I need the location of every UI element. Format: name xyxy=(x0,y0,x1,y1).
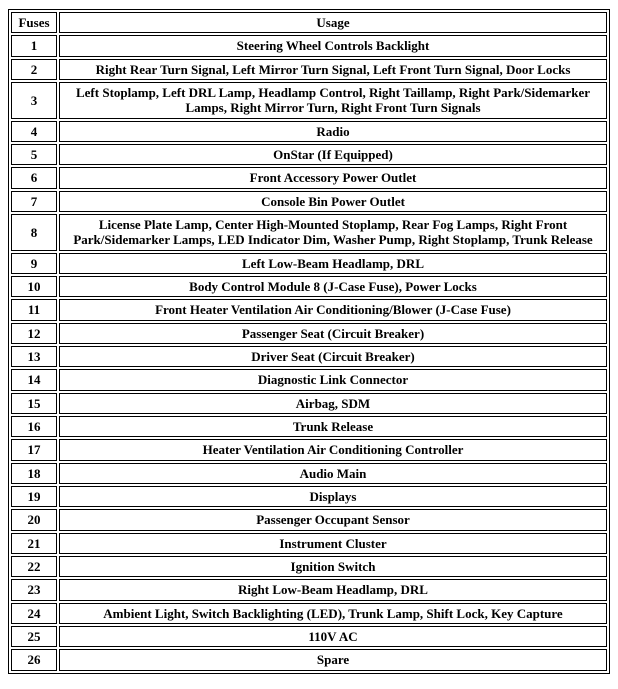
table-body xyxy=(11,35,607,670)
table-row xyxy=(11,144,607,165)
fuse-number: 8 xyxy=(11,214,57,251)
fuse-number: 13 xyxy=(11,346,57,367)
table-row xyxy=(11,323,607,344)
fuse-number: 23 xyxy=(11,579,57,600)
fuse-usage: Right Low-Beam Headlamp, DRL xyxy=(59,579,607,600)
table-row xyxy=(11,533,607,554)
fuse-usage: Spare xyxy=(59,649,607,670)
fuse-number: 20 xyxy=(11,509,57,530)
fuse-number: 1 xyxy=(11,35,57,56)
fuse-usage: Radio xyxy=(59,121,607,142)
fuse-number: 16 xyxy=(11,416,57,437)
table-row xyxy=(11,649,607,670)
fuse-number: 24 xyxy=(11,603,57,624)
table-row xyxy=(11,439,607,460)
table-row xyxy=(11,121,607,142)
fuse-usage: Passenger Occupant Sensor xyxy=(59,509,607,530)
fuse-usage-table xyxy=(8,9,610,674)
fuse-usage: Console Bin Power Outlet xyxy=(59,191,607,212)
table-row xyxy=(11,35,607,56)
fuse-usage: Steering Wheel Controls Backlight xyxy=(59,35,607,56)
table-row xyxy=(11,82,607,119)
fuse-number: 25 xyxy=(11,626,57,647)
fuse-usage: Driver Seat (Circuit Breaker) xyxy=(59,346,607,367)
table-row xyxy=(11,509,607,530)
header-usage: Usage xyxy=(59,12,607,33)
header-row xyxy=(11,12,607,33)
fuse-number: 2 xyxy=(11,59,57,80)
fuse-usage: Passenger Seat (Circuit Breaker) xyxy=(59,323,607,344)
fuse-usage: 110V AC xyxy=(59,626,607,647)
table-row xyxy=(11,603,607,624)
table-row xyxy=(11,416,607,437)
fuse-usage: Instrument Cluster xyxy=(59,533,607,554)
table-row xyxy=(11,299,607,320)
fuse-number: 22 xyxy=(11,556,57,577)
fuse-usage: Right Rear Turn Signal, Left Mirror Turn Signal, Left Front Turn Signal, Door Locks xyxy=(59,59,607,80)
table-row xyxy=(11,167,607,188)
fuse-usage: Front Accessory Power Outlet xyxy=(59,167,607,188)
fuse-usage: Heater Ventilation Air Conditioning Controller xyxy=(59,439,607,460)
fuse-usage: Diagnostic Link Connector xyxy=(59,369,607,390)
fuse-usage: OnStar (If Equipped) xyxy=(59,144,607,165)
table-row xyxy=(11,369,607,390)
table-row xyxy=(11,253,607,274)
fuse-number: 12 xyxy=(11,323,57,344)
fuse-usage: Audio Main xyxy=(59,463,607,484)
table-row xyxy=(11,579,607,600)
fuse-number: 6 xyxy=(11,167,57,188)
fuse-number: 26 xyxy=(11,649,57,670)
fuse-number: 7 xyxy=(11,191,57,212)
fuse-usage: Trunk Release xyxy=(59,416,607,437)
fuse-number: 9 xyxy=(11,253,57,274)
fuse-number: 18 xyxy=(11,463,57,484)
fuse-usage: Left Low-Beam Headlamp, DRL xyxy=(59,253,607,274)
fuse-number: 4 xyxy=(11,121,57,142)
fuse-usage: License Plate Lamp, Center High-Mounted Stoplamp, Rear Fog Lamps, Right Front Park/Sidemarker Lamps, LED Indicator Dim, Washer Pump, Right Stoplamp, Trunk Release xyxy=(59,214,607,251)
fuse-usage: Left Stoplamp, Left DRL Lamp, Headlamp Control, Right Taillamp, Right Park/Sidemarker Lamps, Right Mirror Turn, Right Front Turn Signals xyxy=(59,82,607,119)
fuse-number: 19 xyxy=(11,486,57,507)
fuse-number: 10 xyxy=(11,276,57,297)
table-row xyxy=(11,59,607,80)
fuse-usage: Body Control Module 8 (J-Case Fuse), Power Locks xyxy=(59,276,607,297)
table-row xyxy=(11,393,607,414)
fuse-number: 17 xyxy=(11,439,57,460)
fuse-number: 3 xyxy=(11,82,57,119)
table-row xyxy=(11,626,607,647)
header-fuses: Fuses xyxy=(11,12,57,33)
fuse-number: 21 xyxy=(11,533,57,554)
fuse-usage: Ambient Light, Switch Backlighting (LED), Trunk Lamp, Shift Lock, Key Capture xyxy=(59,603,607,624)
table-header xyxy=(11,12,607,33)
fuse-number: 5 xyxy=(11,144,57,165)
fuse-number: 14 xyxy=(11,369,57,390)
fuse-number: 15 xyxy=(11,393,57,414)
table-row xyxy=(11,346,607,367)
table-row xyxy=(11,463,607,484)
fuse-usage: Displays xyxy=(59,486,607,507)
table-row xyxy=(11,214,607,251)
fuse-usage: Airbag, SDM xyxy=(59,393,607,414)
table-row xyxy=(11,486,607,507)
fuse-usage: Front Heater Ventilation Air Conditioning/Blower (J-Case Fuse) xyxy=(59,299,607,320)
table-row xyxy=(11,191,607,212)
table-row xyxy=(11,556,607,577)
fuse-usage: Ignition Switch xyxy=(59,556,607,577)
fuse-number: 11 xyxy=(11,299,57,320)
table-row xyxy=(11,276,607,297)
